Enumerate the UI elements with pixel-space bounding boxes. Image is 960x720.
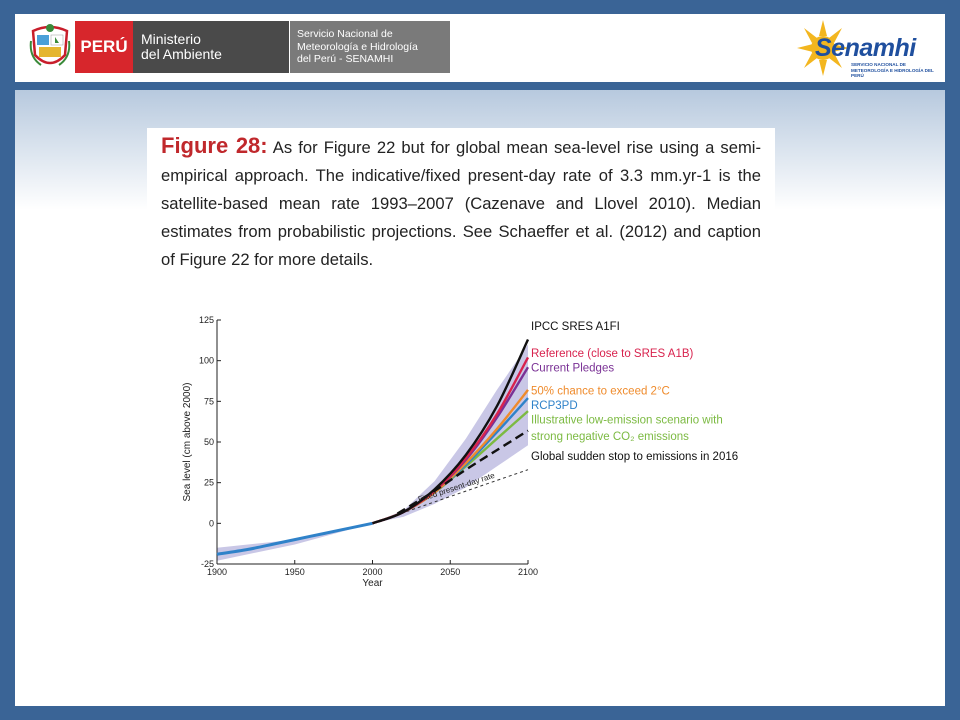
legend-entry: Reference (close to SRES A1B)	[531, 347, 694, 360]
legend-entry: Global sudden stop to emissions in 2016	[531, 450, 739, 463]
legend-entry: Current Pledges	[531, 362, 615, 375]
y-tick-label: 75	[203, 396, 214, 407]
y-axis-label: Sea level (cm above 2000)	[182, 382, 193, 502]
header-bar	[15, 14, 945, 82]
ministry-line-1: Ministerio	[141, 31, 201, 47]
x-tick-label: 1900	[206, 567, 228, 577]
y-tick-label: 25	[203, 477, 214, 488]
historical-line	[217, 523, 373, 554]
sea-level-chart	[147, 128, 775, 588]
fixed-rate-annotation: Fixed present-day rate	[416, 470, 496, 505]
caption-text: As for Figure 22 but for global mean sea-level rise using a semi-empirical approach. The indicative/fixed present-day rate of 3.3 mm.yr-1 is the satellite-based mean rate 1993–2007 (Cazenave and Llovel 2010). Median estimates from probabilistic projections. See Schaeffer et al. (2012) and caption of Figure 22 for more details.	[161, 138, 761, 269]
service-line-2: Meteorología e Hidrología	[297, 40, 418, 53]
peru-brand-box	[75, 21, 133, 73]
x-axis-label: Year	[362, 578, 383, 588]
ministry-line-2: del Ambiente	[141, 46, 222, 62]
senamhi-wordmark: Senamhi	[815, 34, 916, 62]
y-tick-label: 50	[203, 437, 214, 447]
senamhi-logo	[795, 18, 935, 78]
peru-coat-of-arms-icon	[29, 21, 71, 73]
legend-entry: strong negative CO₂ emissions	[531, 431, 689, 444]
y-tick-label: 100	[198, 355, 214, 366]
legend-entry: 50% chance to exceed 2°C	[531, 385, 670, 398]
y-tick-label: 0	[208, 518, 214, 529]
header-divider	[15, 82, 945, 90]
x-tick-label: 2100	[517, 567, 539, 577]
figure-number: Figure 28:	[161, 133, 268, 158]
service-line-3: del Perú - SENAMHI	[297, 53, 394, 66]
x-tick-label: 1950	[284, 567, 305, 577]
x-tick-label: 2000	[362, 567, 383, 577]
legend-entry: Illustrative low-emission scenario with	[531, 414, 723, 427]
ministry-brand-box	[133, 21, 289, 73]
y-tick-label: 125	[198, 315, 214, 325]
peru-label: PERÚ	[80, 37, 128, 56]
legend-entry: RCP3PD	[531, 400, 578, 413]
service-brand-box	[290, 21, 450, 73]
service-line-1: Servicio Nacional de	[297, 28, 393, 41]
y-tick-label: -25	[200, 559, 214, 569]
legend-entry: IPCC SRES A1FI	[531, 321, 620, 333]
x-tick-label: 2050	[440, 567, 461, 577]
figure-panel	[147, 128, 775, 588]
senamhi-subtitle: SERVICIO NACIONAL DE METEOROLOGÍA E HIDROLOGÍA DEL PERÚ	[851, 62, 934, 78]
